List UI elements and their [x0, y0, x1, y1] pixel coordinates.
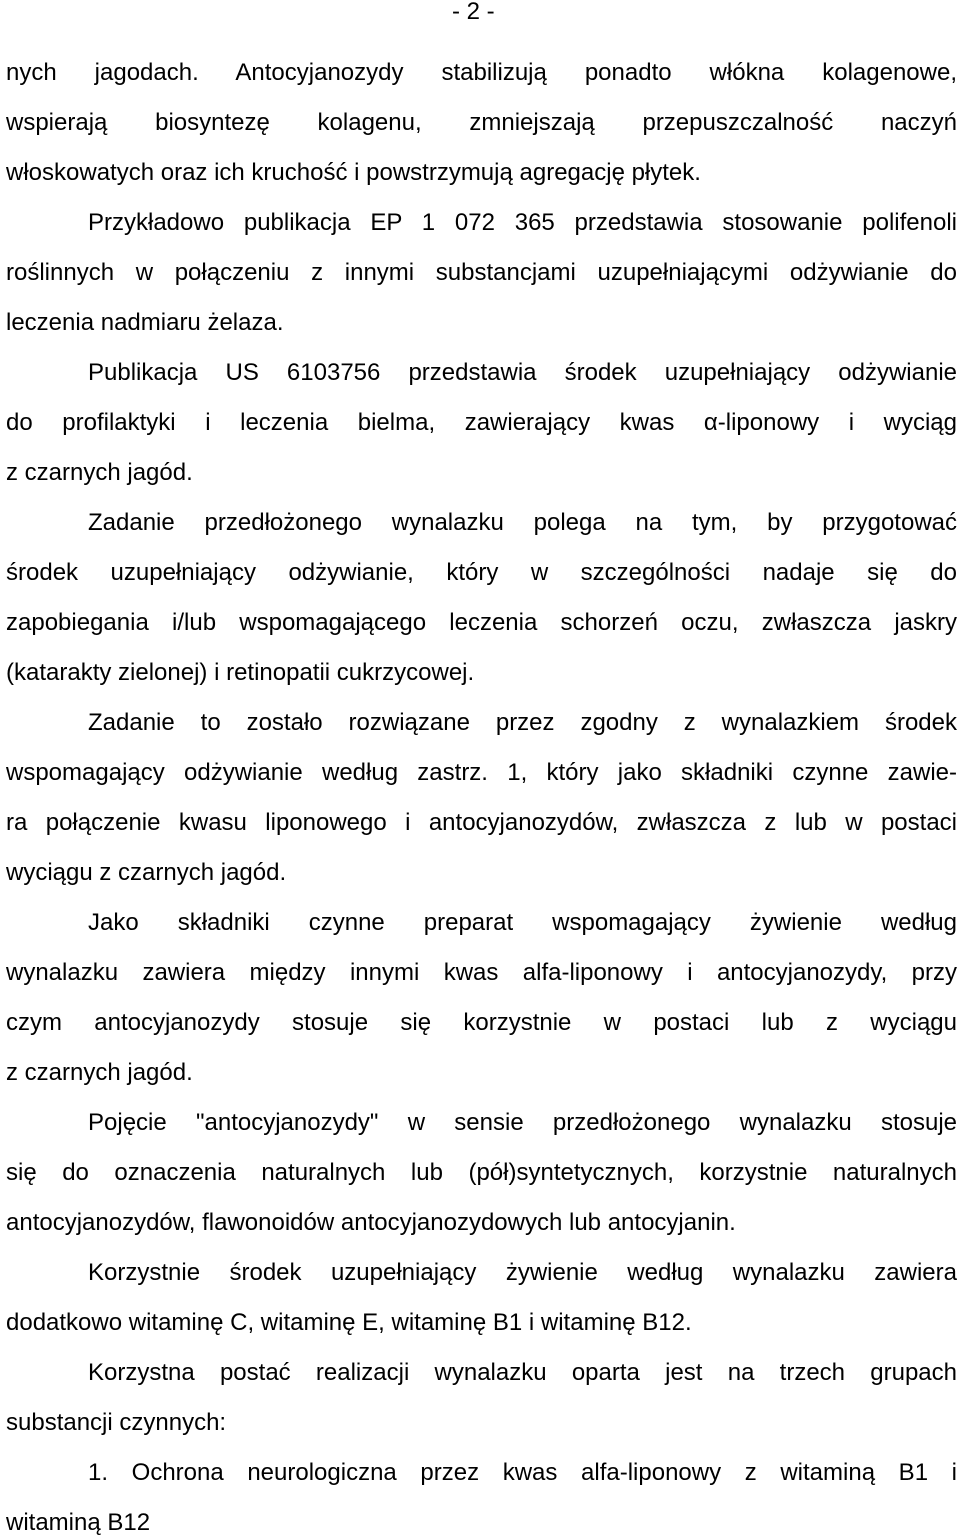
text-line-15: wspomagający odżywianie według zastrz. 1, który jako składniki czynne zawie- [6, 759, 957, 786]
text-line-22: Pojęcie "antocyjanozydy" w sensie przedłożonego wynalazku stosuje [88, 1109, 957, 1136]
text-line-13: (katarakty zielonej) i retinopatii cukrzycowej. [6, 659, 475, 686]
text-line-28: substancji czynnych: [6, 1409, 227, 1436]
text-line-16: ra połączenie kwasu liponowego i antocyjanozydów, zwłaszcza z lub w postaci [6, 809, 957, 836]
text-line-20: czym antocyjanozydy stosuje się korzystnie w postaci lub z wyciągu [6, 1009, 957, 1036]
text-line-26: dodatkowo witaminę C, witaminę E, witaminę B1 i witaminę B12. [6, 1309, 692, 1336]
text-line-29: 1. Ochrona neurologiczna przez kwas alfa-liponowy z witaminą B1 i [88, 1459, 957, 1486]
text-line-24: antocyjanozydów, flawonoidów antocyjanozydowych lub antocyjanin. [6, 1209, 736, 1236]
text-line-11: środek uzupełniający odżywianie, który w szczególności nadaje się do [6, 559, 957, 586]
text-line-12: zapobiegania i/lub wspomagającego leczenia schorzeń oczu, zwłaszcza jaskry [6, 609, 957, 636]
text-line-8: do profilaktyki i leczenia bielma, zawierający kwas α-liponowy i wyciąg [6, 409, 957, 436]
text-line-10: Zadanie przedłożonego wynalazku polega na tym, by przygotować [88, 509, 957, 536]
text-line-18: Jako składniki czynne preparat wspomagający żywienie według [88, 909, 957, 936]
text-line-17: wyciągu z czarnych jagód. [6, 859, 287, 886]
text-line-19: wynalazku zawiera między innymi kwas alfa-liponowy i antocyjanozydy, przy [6, 959, 957, 986]
text-line-21: z czarnych jagód. [6, 1059, 193, 1086]
text-line-30: witaminą B12 [6, 1509, 151, 1536]
text-line-1: nych jagodach. Antocyjanozydy stabilizują ponadto włókna kolagenowe, [6, 59, 957, 86]
text-line-27: Korzystna postać realizacji wynalazku oparta jest na trzech grupach [88, 1359, 957, 1386]
text-line-2: wspierają biosyntezę kolagenu, zmniejszają przepuszczalność naczyń [6, 109, 957, 136]
text-line-25: Korzystnie środek uzupełniający żywienie według wynalazku zawiera [88, 1259, 957, 1286]
text-line-14: Zadanie to zostało rozwiązane przez zgodny z wynalazkiem środek [88, 709, 957, 736]
text-line-9: z czarnych jagód. [6, 459, 193, 486]
text-line-7: Publikacja US 6103756 przedstawia środek uzupełniający odżywianie [88, 359, 957, 386]
text-line-23: się do oznaczenia naturalnych lub (pół)syntetycznych, korzystnie naturalnych [6, 1159, 957, 1186]
text-line-6: leczenia nadmiaru żelaza. [6, 309, 284, 336]
page-number: - 2 - [452, 0, 495, 25]
text-line-4: Przykładowo publikacja EP 1 072 365 przedstawia stosowanie polifenoli [88, 209, 957, 236]
text-line-5: roślinnych w połączeniu z innymi substancjami uzupełniającymi odżywianie do [6, 259, 957, 286]
text-line-3: włoskowatych oraz ich kruchość i powstrzymują agregację płytek. [6, 159, 701, 186]
